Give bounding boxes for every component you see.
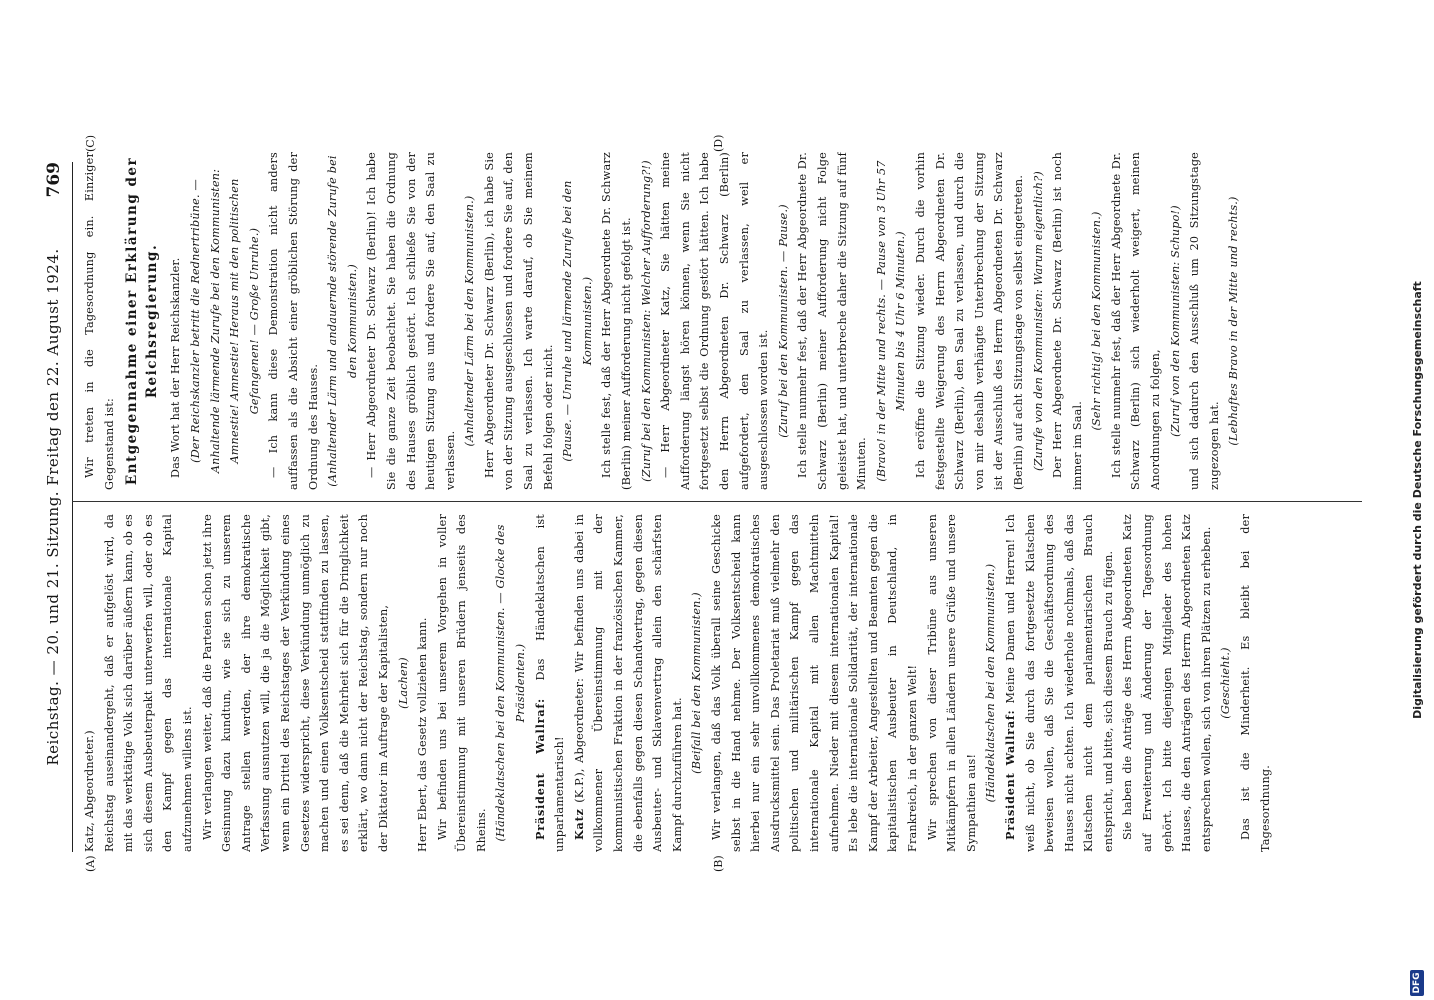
page-number: 769 <box>44 162 64 198</box>
speaker-name: Katz <box>571 808 586 840</box>
interjection: (Zuruf bei den Kommunisten: Welcher Aufforderung?!) <box>639 160 653 482</box>
left-column <box>80 514 1360 852</box>
interjection: (Anhaltender Lärm bei den Kommunisten.) <box>463 195 477 447</box>
interjection: (Anhaltender Lärm und andauernde störende Zurufe bei den Kommunisten.) <box>326 155 359 487</box>
interjection: (Der Reichskanzler betritt die Rednertribüne. — Anhaltende lärmende Zurufe bei den Kommunisten: Amnestie! Amnestie! Heraus mit den politischen Gefangenen! — Große Unruhe.) <box>188 168 261 474</box>
interjection: (Zuruf von den Kommunisten: Schupo!) <box>1168 205 1182 437</box>
paragraph: Herr Abgeordneter Dr. Schwarz (Berlin), ich habe Sie von der Sitzung ausgeschlossen und fordere Sie auf, den Saal zu verlassen. Ich warte darauf, ob Sie meinem Befehl folgen oder nicht. <box>482 152 555 490</box>
interjection: (Händeklatschen bei den Kommunisten.) <box>984 563 998 803</box>
paragraph: Der Herr Abgeordnete Dr. Schwarz (Berlin) ist noch immer im Saal. <box>1051 152 1084 490</box>
paragraph: — Herr Abgeordneter Dr. Schwarz (Berlin)! Ich habe Sie die ganze Zeit beobachtet. Sie haben die Ordnung des Hauses gröblich gestört. Ich schließe Sie von der heutigen Sitzung aus und fordere Sie auf, den Saal zu verlassen. <box>365 152 457 490</box>
paragraph: Wir treten in die Tagesordnung ein. Einziger Gegenstand ist: <box>83 152 116 490</box>
paragraph: Ich stelle fest, daß der Herr Abgeordnete Dr. Schwarz (Berlin) meiner Aufforderung nicht gefolgt ist. <box>600 152 634 490</box>
paragraph: — Herr Abgeordneter Katz, Sie hätten meine Aufforderung längst hören können, wenn Sie nicht fortgesetzt selbst die Ordnung gestört hätten. Ich habe den Herrn Abgeordneten Dr. Schwarz (Berlin) aufgefordert, den Saal zu verlassen, weil er ausgeschlossen worden ist. <box>659 152 771 490</box>
digitization-footer <box>1408 0 1428 1000</box>
speech-text: Das Händeklatschen ist unparlamentarisch! <box>533 514 567 852</box>
paragraph: Ich stelle nunmehr fest, daß der Herr Abgeordnete Dr. Schwarz (Berlin) sich wiederholt weigert, meinen Anordnungen zu folgen, <box>1109 152 1163 490</box>
running-title: Reichstag. — 20. und 21. Sitzung. Freitag den 22. August 1924. <box>44 248 62 766</box>
speech-text: Meine Damen und Herren! Ich weiß nicht, ob Sie durch das fortgesetzte Klatschen beweisen wollen, daß Sie die Geschäftsordnung des Hauses nicht achten. Ich wiederhole nochmals, daß das Klatschen nicht dem parlamentarischen Brauch entspricht, und bitte, sich diesem Brauch zu fügen. <box>1003 514 1115 852</box>
paragraph: — Ich kann diese Demonstration nicht anders auffassen als die Absicht einer gröblichen Störung der Ordnung des Hauses. <box>267 152 320 490</box>
paragraph: Wir befinden uns bei unserem Vorgehen in voller Übereinstimmung mit unseren Brüdern jenseits des Rheins. <box>435 514 488 852</box>
margin-mark-b: (B) <box>712 855 725 872</box>
column-divider <box>72 501 1362 502</box>
interjection: (Pause. — Unruhe und lärmende Zurufe bei den Kommunisten.) <box>561 180 594 462</box>
interjection: (Lebhaftes Bravo in der Mitte und rechts.) <box>1227 196 1241 446</box>
page-header <box>44 162 68 852</box>
interjection: (Zuruf bei den Kommunisten. — Pause.) <box>776 204 790 438</box>
paragraph: Ich eröffne die Sitzung wieder. Durch die vorhin festgestellte Weigerung des Herrn Abgeordneten Dr. Schwarz (Berlin), den Saal zu verlassen, und durch die von mir deshalb verhängte Unterbrechung der Sitzung ist der Ausschluß des Herrn Abgeordneten Dr. Schwarz (Berlin) auf acht Sitzungstage von selbst eingetreten. <box>913 152 1025 490</box>
header-rule <box>72 162 73 852</box>
digitization-credit: Digitalisierung gefördert durch die Deutsche Forschungsgemeinschaft <box>1411 281 1424 719</box>
speech-paragraph <box>531 514 570 852</box>
speech-text: (K.P.), Abgeordneter: Wir befinden uns dabei in vollkommener Übereinstimmung mit der kommunistischen Fraktion in der französischen Kammer, die ebenfalls gegen diesen Schandvertrag, gegen diesen Ausbeuter- und Sklavenvertrag allein den schärfsten Kampf durchzuführen hat. <box>572 514 684 852</box>
speech-paragraph <box>570 514 688 852</box>
paragraph: Ich stelle nunmehr fest, daß der Herr Abgeordnete Dr. Schwarz (Berlin) meiner Aufforderung nicht Folge geleistet hat, und unterbreche daher die Sitzung auf fünf Minuten. <box>796 152 869 490</box>
paragraph: und sich dadurch den Ausschluß um 20 Sitzungstage zugezogen hat. <box>1188 152 1221 490</box>
interjection: (Bravo! in der Mitte und rechts. — Pause von 3 Uhr 57 Minuten bis 4 Uhr 6 Minuten.) <box>874 160 908 482</box>
paragraph: Das Wort hat der Herr Reichskanzler. <box>169 257 183 478</box>
interjection: (Beifall bei den Kommunisten.) <box>690 592 704 774</box>
paragraph: Das ist die Minderheit. Es bleibt bei der Tagesordnung. <box>1239 514 1272 852</box>
speaker-name: Präsident Wallraf: <box>1002 709 1017 840</box>
speaker-name: Präsident Wallraf: <box>532 698 547 840</box>
speaker-continuation: Katz, Abgeordneter.) <box>83 730 96 852</box>
paragraph: Wir sprechen von dieser Tribüne aus unseren Mitkämpfern in allen Ländern unsere Grüße und unsere Sympathien aus! <box>925 514 978 852</box>
dfg-logo: DFG <box>1410 970 1424 996</box>
interjection: (Geschieht.) <box>1219 647 1233 719</box>
paragraph: Wir verlangen weiter, daß die Parteien schon jetzt ihre Gesinnung dazu kundtun, wie sie sich zu unserem Antrage stellen werden, der ihre demokratische Verfassung ausnutzen will, die ja die Möglichkeit gibt, wenn ein Drittel des Reichstages der Verkündung eines Gesetzes widerspricht, diese Verkündung unmöglich zu machen und einen Volksentscheid stattfinden zu lassen, es sei denn, daß die Mehrheit sich für die Dringlichkeit erklärt, wo dann nicht der Reichstag, sondern nur noch der Diktator im Auftrage der Kapitalisten, <box>200 514 390 852</box>
interjection: (Lachen) <box>396 657 410 709</box>
interjection: (Zurufe von den Kommunisten: Warum eigentlich?) <box>1031 171 1045 471</box>
margin-mark-a: (A) <box>84 855 97 872</box>
speech-paragraph <box>1001 514 1119 852</box>
agenda-heading: Entgegennahme einer Erklärung der Reichsregierung. <box>124 156 160 486</box>
right-column <box>80 152 1360 490</box>
interjection: (Sehr richtig! bei den Kommunisten.) <box>1090 211 1104 431</box>
paragraph: Reichstag auseinandergeht, daß er aufgelöst wird, da mit das werktätige Volk sich darüber äußern kann, ob es sich diesem Ausbeuterpakt unterwerfen will, oder ob es den Kampf gegen das internationale Kapital aufzunehmen willens ist. <box>102 514 194 852</box>
paragraph: Herr Ebert, das Gesetz vollziehen kann. <box>416 617 430 852</box>
paragraph: Wir verlangen, daß das Volk überall seine Geschicke selbst in die Hand nehme. Der Volksentscheid kann hierbei nur ein sehr unvollkommenes demokratisches Ausdrucksmittel sein. Das Proletariat muß vielmehr den politischen und militärischen Kampf gegen das internationale Kapital mit allen Machtmitteln aufnehmen. Nieder mit diesem internationalen Kapital! Es lebe die internationale Solidarität, der internationale Kampf der Arbeiter, Angestellten und Beamten gegen die kapitalistischen Ausbeuter in Deutschland, in Frankreich, in der ganzen Welt! <box>710 514 919 852</box>
interjection: (Händeklatschen bei den Kommunisten. — Glocke des Präsidenten.) <box>494 524 528 842</box>
paragraph: Sie haben die Anträge des Herrn Abgeordneten Katz auf Erweiterung und Änderung der Tagesordnung gehört. Ich bitte diejenigen Mitglieder des hohen Hauses, die den Anträgen des Herrn Abgeordneten Katz entsprechen wollen, sich von ihren Plätzen zu erheben. <box>1121 514 1213 852</box>
margin-mark-c: (C) <box>84 135 97 152</box>
margin-mark-d: (D) <box>712 134 725 152</box>
